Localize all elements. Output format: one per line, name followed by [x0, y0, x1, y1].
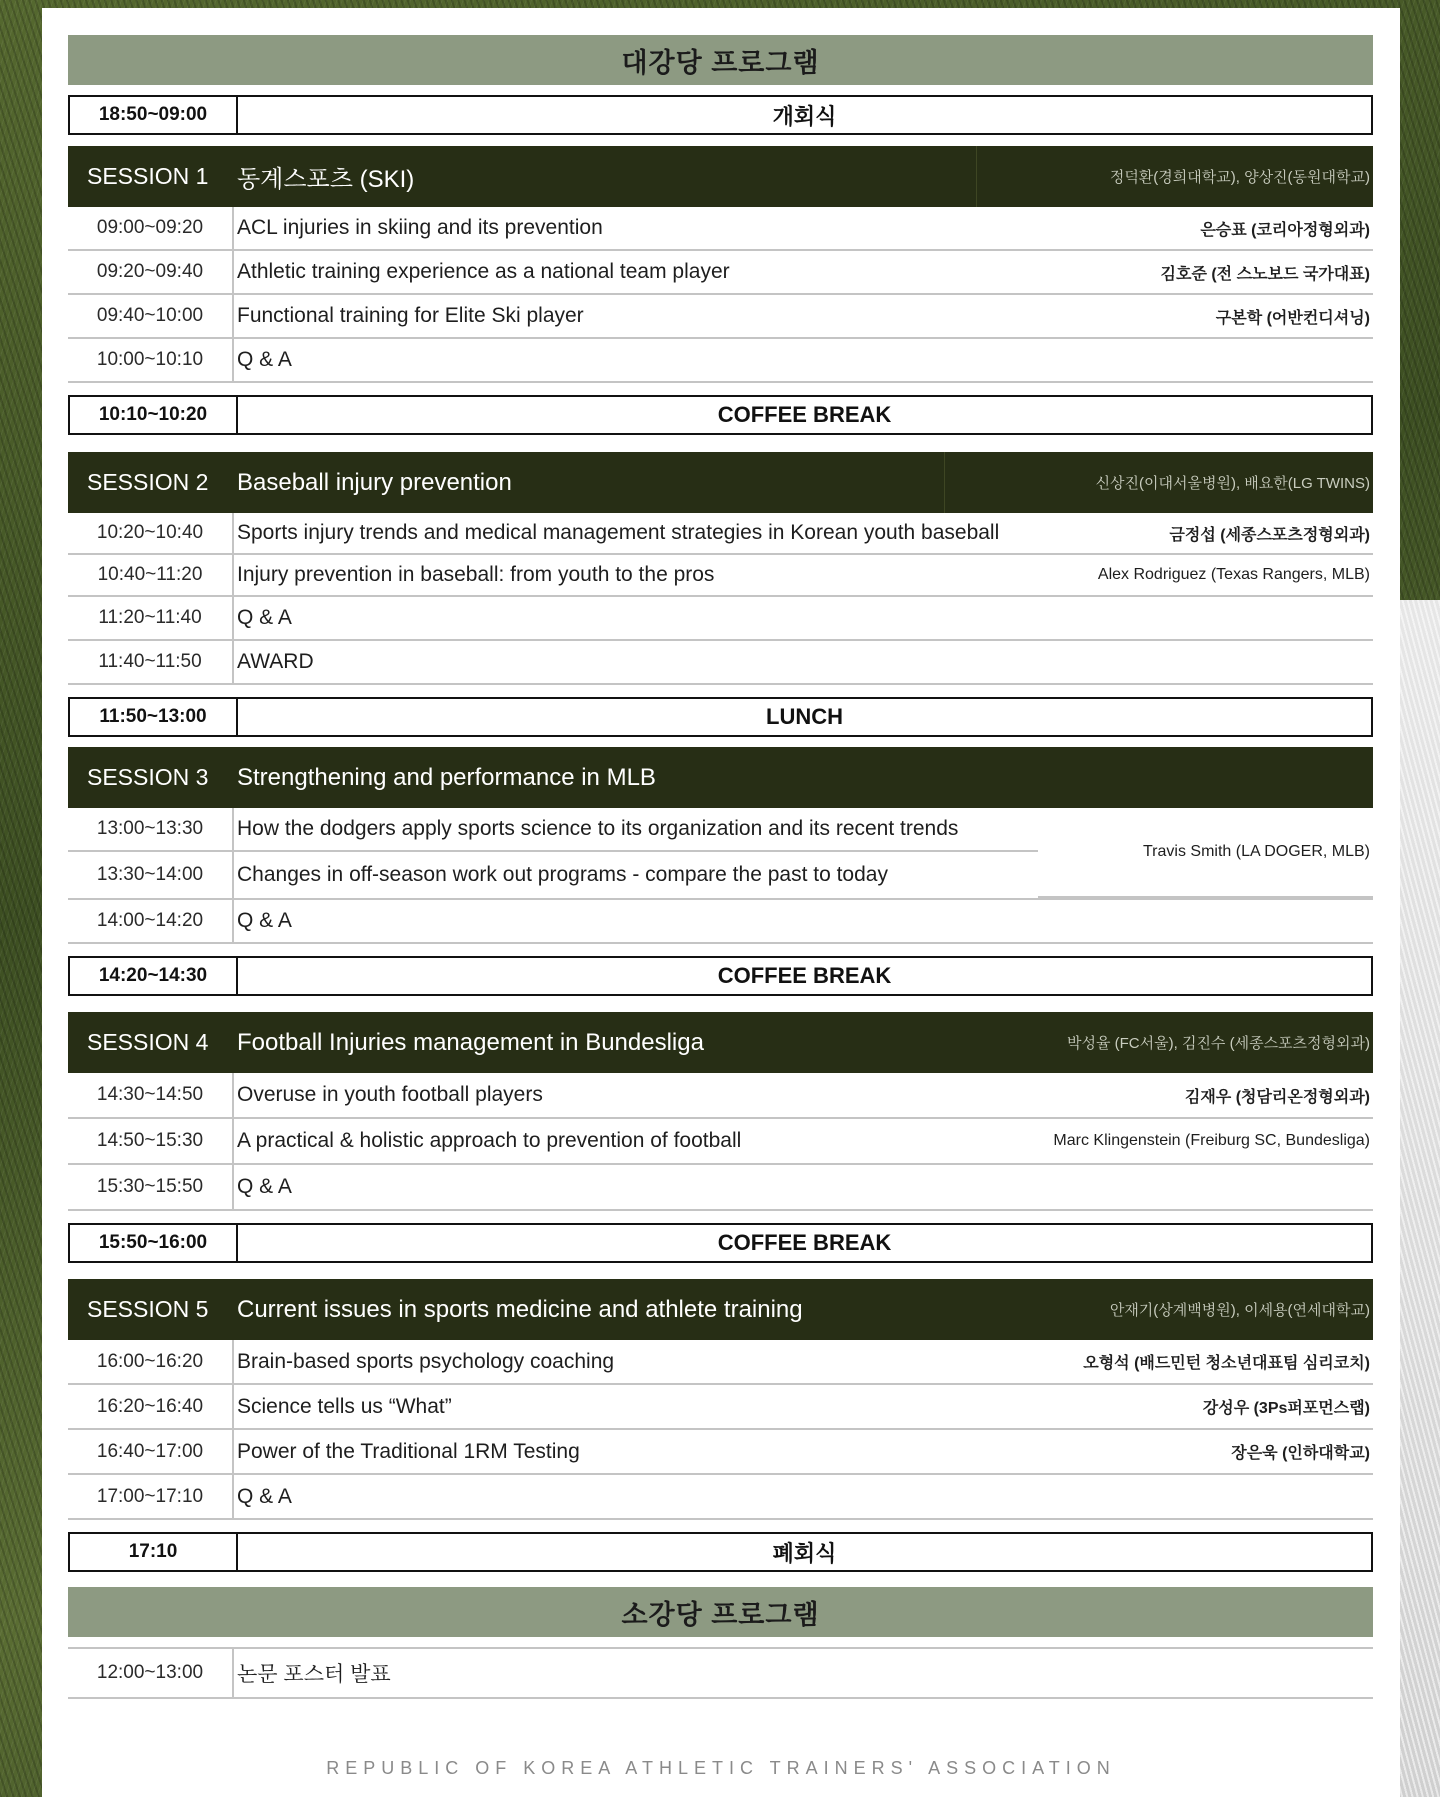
row-title: Power of the Traditional 1RM Testing — [237, 1439, 580, 1463]
session-title: Football Injuries management in Bundesliga — [237, 1028, 704, 1056]
row-title: Sports injury trends and medical management strategies in Korean youth baseball — [237, 521, 1000, 544]
opening-ceremony-row — [68, 95, 1373, 135]
table-row — [68, 1165, 1373, 1211]
row-speaker: 은승표 (코리아정형외과) — [1200, 221, 1370, 239]
session-label: SESSION 3 — [87, 764, 209, 790]
row-title: Changes in off-season work out programs - compare the past to today — [237, 863, 888, 886]
small-hall-header: 소강당 프로그램 — [68, 1587, 1373, 1637]
row-title: Q & A — [237, 606, 292, 629]
table-row — [68, 641, 1373, 685]
table-row — [68, 1430, 1373, 1475]
row-time: 15:30~15:50 — [68, 1165, 234, 1209]
row-speaker: 금정섭 (세종스포츠정형외과) — [1169, 526, 1370, 544]
table-row — [68, 339, 1373, 383]
break-label: LUNCH — [766, 704, 843, 729]
row-title: Q & A — [237, 909, 292, 932]
session-chairs: 정덕환(경희대학교), 양상진(동원대학교) — [1109, 169, 1370, 186]
row-time: 09:00~09:20 — [68, 207, 234, 249]
row-time: 13:30~14:00 — [68, 852, 234, 898]
program-content — [68, 35, 1373, 1699]
footer-association: REPUBLIC OF KOREA ATHLETIC TRAINERS' ASSOCIATION — [326, 1758, 1116, 1778]
table-row — [68, 555, 1373, 597]
break-label: COFFEE BREAK — [717, 1230, 892, 1255]
session-4-header — [68, 1012, 1373, 1073]
closing-ceremony-row — [68, 1532, 1373, 1572]
break-label: COFFEE BREAK — [717, 963, 892, 988]
session-label: SESSION 4 — [87, 1029, 209, 1055]
session-label: SESSION 1 — [87, 163, 209, 189]
table-row — [68, 1475, 1373, 1520]
row-time: 14:50~15:30 — [68, 1119, 234, 1163]
row-title: Q & A — [237, 1175, 292, 1198]
session-5-header — [68, 1279, 1373, 1340]
row-title: ACL injuries in skiing and its prevention — [237, 216, 603, 239]
session-title: Baseball injury prevention — [237, 468, 512, 496]
row-time: 09:40~10:00 — [68, 295, 234, 337]
row-time: 16:20~16:40 — [68, 1385, 234, 1428]
program-sheet — [42, 8, 1400, 1797]
row-speaker: 구본학 (어반컨디셔닝) — [1215, 309, 1370, 327]
session-divider — [944, 452, 945, 513]
session-chairs: 박성율 (FC서울), 김진수 (세종스포츠정형외과) — [1067, 1035, 1370, 1052]
table-row — [68, 1340, 1373, 1385]
session-title: 동계스포츠 (SKI) — [237, 166, 415, 193]
break-time: 14:20~14:30 — [70, 958, 238, 994]
table-row — [68, 852, 1038, 898]
row-title: Q & A — [237, 348, 292, 371]
row-title: Athletic training experience as a national team player — [237, 260, 730, 283]
row-speaker: 오형석 (배드민턴 청소년대표팀 심리코치) — [1083, 1355, 1370, 1372]
main-hall-header: 대강당 프로그램 — [68, 35, 1373, 85]
table-row — [68, 513, 1373, 555]
row-title: A practical & holistic approach to prevention of football — [237, 1129, 742, 1152]
row-time: 14:00~14:20 — [68, 900, 234, 942]
row-title: How the dodgers apply sports science to its organization and its recent trends — [237, 817, 959, 840]
row-title: Overuse in youth football players — [237, 1083, 543, 1106]
row-speaker: Marc Klingenstein (Freiburg SC, Bundesliga) — [1053, 1132, 1370, 1149]
row-time: 10:00~10:10 — [68, 339, 234, 381]
table-row — [68, 898, 1373, 944]
table-row — [68, 251, 1373, 295]
session-title: Current issues in sports medicine and athlete training — [237, 1295, 803, 1323]
row-title: Science tells us “What” — [237, 1394, 452, 1418]
opening-label: 개회식 — [772, 103, 837, 129]
session-label: SESSION 2 — [87, 469, 209, 495]
closing-time: 17:10 — [70, 1534, 238, 1570]
table-row — [68, 295, 1373, 339]
closing-label: 폐회식 — [772, 1540, 837, 1566]
table-row — [68, 1647, 1373, 1699]
row-speaker: 김재우 (청담리온정형외과) — [1184, 1088, 1370, 1106]
row-time: 11:20~11:40 — [68, 597, 234, 639]
shared-speaker: Travis Smith (LA DOGER, MLB) — [1038, 808, 1373, 898]
break-time: 15:50~16:00 — [70, 1225, 238, 1261]
row-title: Brain-based sports psychology coaching — [237, 1349, 615, 1373]
row-title: 논문 포스터 발표 — [237, 1663, 391, 1686]
opening-time: 18:50~09:00 — [70, 97, 238, 133]
table-row — [68, 207, 1373, 251]
coffee-break-row — [68, 1223, 1373, 1263]
row-time: 10:20~10:40 — [68, 513, 234, 553]
session-1-header — [68, 146, 1373, 207]
table-row — [68, 808, 1038, 852]
row-time: 17:00~17:10 — [68, 1475, 234, 1518]
row-time: 14:30~14:50 — [68, 1073, 234, 1117]
row-time: 12:00~13:00 — [68, 1649, 234, 1697]
table-row — [68, 1119, 1373, 1165]
row-time: 11:40~11:50 — [68, 641, 234, 683]
break-time: 11:50~13:00 — [70, 699, 238, 735]
session-chairs: 신상진(이대서울병원), 배요한(LG TWINS) — [1095, 475, 1370, 492]
session-divider — [976, 146, 977, 207]
row-time: 09:20~09:40 — [68, 251, 234, 293]
session-3-talk-list — [68, 808, 1038, 898]
coffee-break-row — [68, 395, 1373, 435]
row-speaker: Alex Rodriguez (Texas Rangers, MLB) — [1097, 566, 1370, 583]
row-title: AWARD — [237, 650, 314, 673]
row-speaker: 김호준 (전 스노보드 국가대표) — [1160, 265, 1370, 283]
table-row — [68, 1073, 1373, 1119]
row-title: Functional training for Elite Ski player — [237, 304, 584, 327]
row-time: 10:40~11:20 — [68, 555, 234, 595]
session-3-header — [68, 747, 1373, 808]
session-3-talks — [68, 808, 1373, 898]
grass-background-right — [1396, 600, 1440, 1797]
session-title: Strengthening and performance in MLB — [237, 763, 656, 791]
coffee-break-row — [68, 956, 1373, 996]
session-2-header — [68, 452, 1373, 513]
row-time: 13:00~13:30 — [68, 808, 234, 850]
break-time: 10:10~10:20 — [70, 397, 238, 433]
row-time: 16:00~16:20 — [68, 1340, 234, 1383]
break-label: COFFEE BREAK — [717, 402, 892, 427]
row-title: Injury prevention in baseball: from youth to the pros — [237, 563, 715, 586]
row-speaker: 강성우 (3Ps퍼포먼스랩) — [1202, 1400, 1370, 1417]
table-row — [68, 597, 1373, 641]
lunch-row — [68, 697, 1373, 737]
row-speaker: 장은욱 (인하대학교) — [1231, 1445, 1370, 1462]
table-row — [68, 1385, 1373, 1430]
session-label: SESSION 5 — [87, 1296, 209, 1322]
row-title: Q & A — [237, 1484, 292, 1508]
row-time: 16:40~17:00 — [68, 1430, 234, 1473]
session-chairs: 안재기(상계백병원), 이세용(연세대학교) — [1109, 1302, 1370, 1319]
